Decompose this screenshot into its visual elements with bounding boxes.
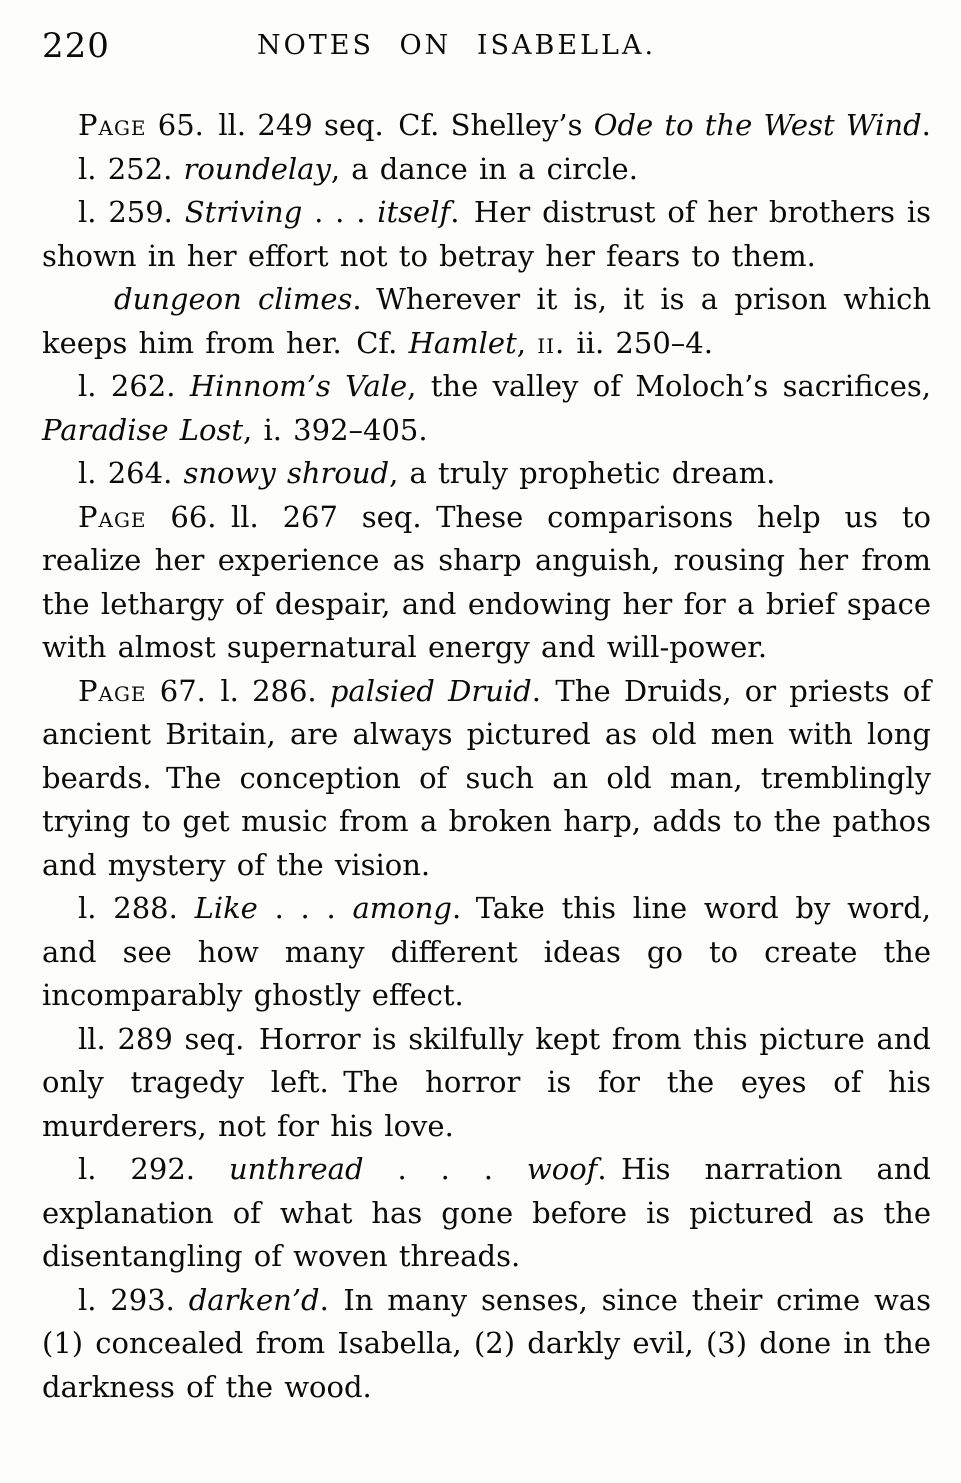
plain-text: ll. 289 seq. Horror is skilfully kept from this picture and only tragedy left. The horror is for the eyes of his murderers, not for his love. — [42, 1021, 931, 1143]
smallcaps-text: Page — [78, 499, 147, 534]
italic-text: unthread — [228, 1152, 364, 1186]
plain-text: l. 252. — [78, 151, 184, 186]
italic-text: Striving — [184, 195, 303, 229]
note-paragraph — [42, 1279, 931, 1410]
italic-text: woof — [526, 1152, 598, 1186]
smallcaps-text: ii. — [537, 325, 566, 360]
note-paragraph — [42, 365, 931, 452]
note-paragraph — [42, 887, 931, 1018]
note-paragraph — [42, 104, 931, 148]
note-paragraph — [42, 452, 931, 496]
smallcaps-text: Page — [78, 108, 147, 142]
note-paragraph — [42, 148, 931, 192]
plain-text: 66. ll. 267 seq. These comparisons help us to realize her experience as sharp anguish, rousing her from the lethargy of despair, and endowing her for a brief space with almost supernatural energy and will-power. — [42, 499, 931, 664]
plain-text: l. 292. — [78, 1152, 229, 1186]
plain-text: 65. ll. 249 seq. Cf. Shelley’s — [146, 108, 594, 142]
plain-text: l. 293. — [78, 1282, 189, 1317]
plain-text: . . . — [363, 1152, 527, 1186]
italic-text: dungeon climes — [114, 282, 353, 316]
note-paragraph — [42, 670, 931, 888]
plain-text: . Wherever it is, it is a prison which keeps him from her. Cf. — [42, 282, 931, 360]
smallcaps-text: Page — [78, 673, 147, 708]
page-number: 220 — [42, 26, 110, 66]
plain-text: . Take this line word by word, and see how many different ideas go to create the incomparably ghostly effect. — [42, 891, 932, 1012]
plain-text: , the valley of Moloch’s sacrifices, — [407, 369, 931, 403]
plain-text: l. 264. — [78, 456, 184, 490]
plain-text: 67. l. 286. — [146, 673, 330, 708]
running-title: NOTES ON ISABELLA. — [256, 30, 657, 61]
plain-text: , a truly prophetic dream. — [389, 456, 776, 490]
plain-text: l. 288. — [78, 891, 195, 925]
plain-text: . Her distrust of her brothers is shown in her effort not to betray her fears to them. — [42, 195, 931, 273]
plain-text: . In many senses, since their crime was (1) concealed from Isabella, (2) darkly evil, (3) done in the darkness of the wood. — [42, 1282, 932, 1404]
plain-text: , i. 392–405. — [243, 412, 428, 447]
note-paragraph — [42, 496, 931, 670]
italic-text: Paradise Lost — [42, 412, 244, 447]
note-paragraph — [42, 1018, 931, 1149]
plain-text: . . . — [302, 195, 378, 229]
italic-text: Like — [194, 891, 258, 925]
italic-text: palsied Druid — [329, 673, 532, 708]
plain-text: l. 262. — [78, 369, 190, 403]
plain-text: , a dance in a circle. — [330, 151, 638, 186]
italic-text: among — [352, 891, 452, 925]
plain-text: . . . — [257, 891, 353, 925]
page-header — [42, 26, 931, 70]
note-paragraph — [42, 1148, 931, 1279]
plain-text: . The Druids, or priests of ancient Britain, are always pictured as old men with long beards. The conception of such an old man, tremblingly trying to get music from a broken harp, adds to the pathos and mystery of the vision. — [42, 673, 931, 882]
plain-text: ii. 250–4. — [565, 325, 713, 360]
italic-text: Hinnom’s Vale — [189, 369, 408, 403]
notes-body — [42, 104, 931, 1409]
italic-text: darken’d — [188, 1282, 320, 1317]
italic-text: itself — [377, 195, 451, 229]
italic-text: Hamlet — [408, 325, 517, 360]
plain-text: . — [921, 108, 931, 142]
italic-text: Ode to the West Wind — [593, 108, 922, 142]
plain-text: l. 259. — [78, 195, 185, 229]
italic-text: snowy shroud — [183, 456, 390, 490]
plain-text: , — [516, 325, 538, 360]
note-paragraph — [42, 191, 931, 278]
note-paragraph — [42, 278, 931, 365]
plain-text: . His narration and explanation of what has gone before is pictured as the disentangling of woven threads. — [42, 1152, 932, 1273]
italic-text: roundelay — [183, 151, 331, 186]
